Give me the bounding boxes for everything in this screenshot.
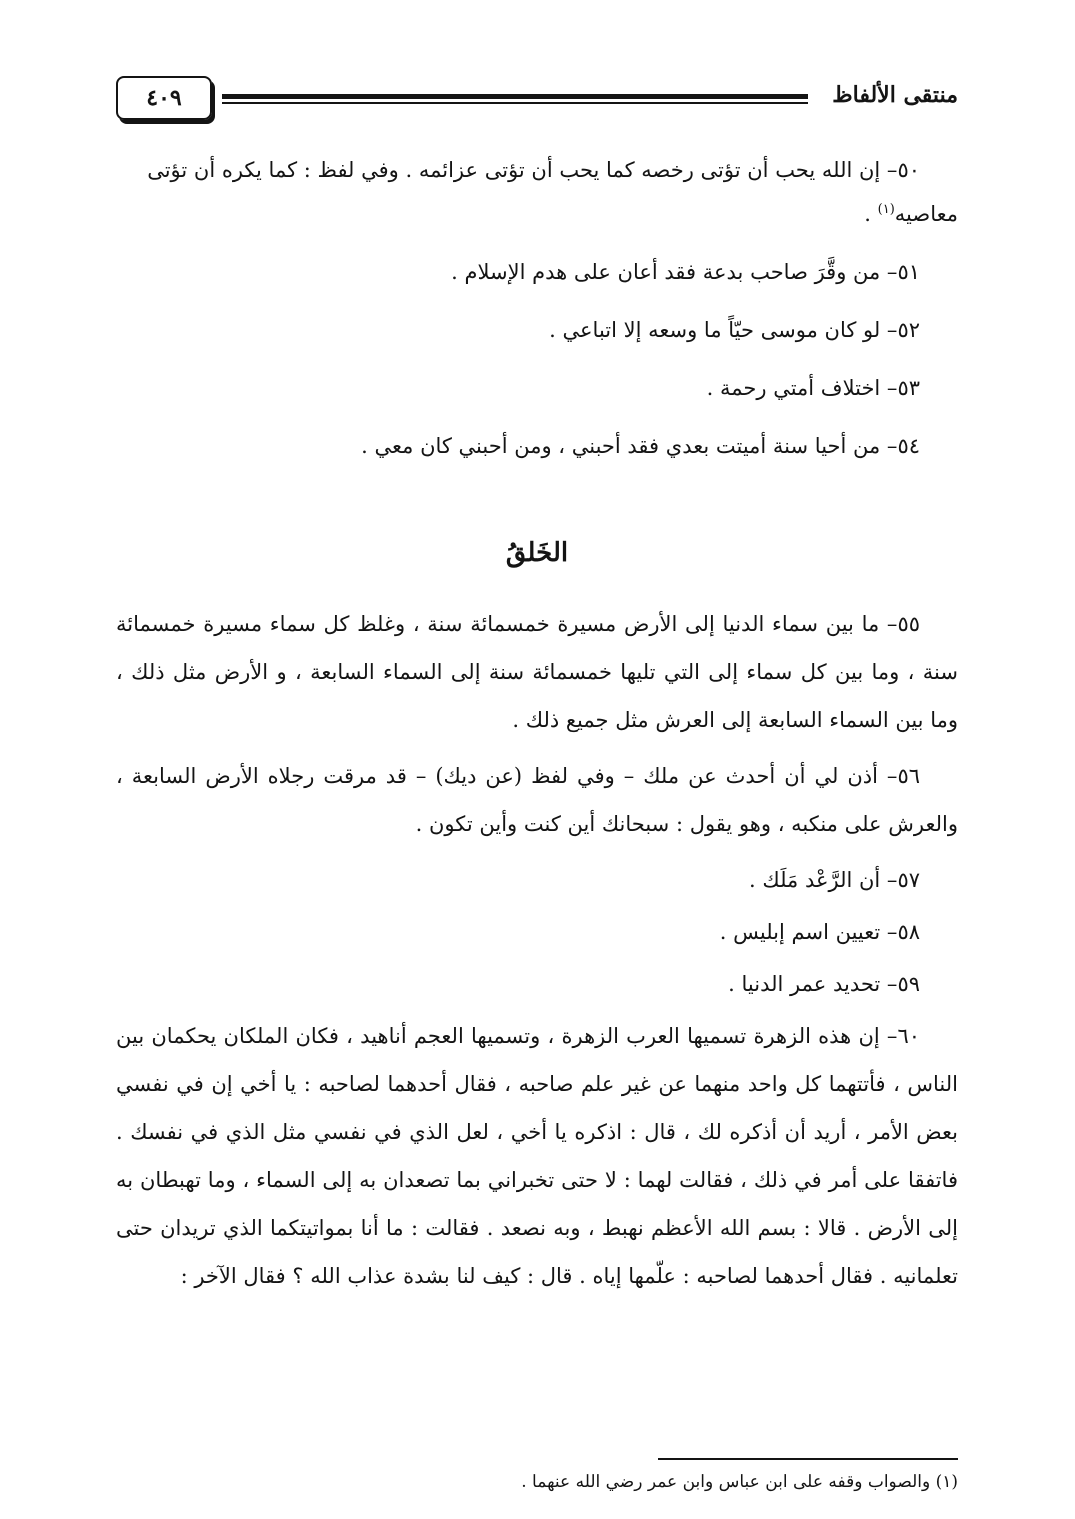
page-number: ٤٠٩ [146,85,182,111]
running-title: منتقى الألفاظ [832,82,958,108]
header-rule-thin [222,102,808,104]
list-item-58: ٥٨– تعيين اسم إبليس . [719,920,920,944]
footnote-marker: (١) [877,202,895,217]
page-header [116,70,958,130]
list-item-57: ٥٧– أن الرَّعْد مَلَك . [749,868,920,892]
item-text-continuation: معاصيه [894,202,958,226]
item-text: ٥٠– إن الله يحب أن تؤتى رخصه كما يحب أن تؤتى عزائمه . وفي لفظ : كما يكره أن تؤتى [147,158,920,182]
item-text-end: . [864,202,878,226]
list-item-60: ٦٠– إن هذه الزهرة تسميها العرب الزهرة ، وتسميها العجم أناهيد ، فكان الملكان يحكمان بين الناس ، فأتتهما كل واحد منهما عن غير علم صاحبه ، فقال أحدهما لصاحبه : يا أخي إن في نفسي بعض الأمر ، أريد أن أذكره لك ، قال : اذكره يا أخي ، لعل الذي في نفسي مثل الذي في نفسك . فاتفقا على أمر في ذلك ، فقالت لهما : لا حتى تخبراني بما تصعدان به إلى السماء ، وما تهبطان به إلى الأرض . قالا : بسم الله الأعظم نهبط ، وبه نصعد . فقالت : ما أنا بمواتيتكما الذي تريدان حتى تعلمانيه . فقال أحدهما لصاحبه : علّمها إياه . قال : كيف لنا بشدة عذاب الله ؟ فقال الآخر : [116,1024,958,1288]
page-number-box [116,76,212,120]
footnote-separator [658,1458,958,1460]
list-item-51: ٥١– من وقَّرَ صاحب بدعة فقد أعان على هدم الإسلام . [451,260,920,284]
list-item-54: ٥٤– من أحيا سنة أميتت بعدي فقد أحبني ، ومن أحبني كان معي . [361,434,920,458]
header-double-rule [222,94,808,106]
section-heading: الخَلقُ [505,538,569,568]
header-rule-thick [222,94,808,99]
list-item-53: ٥٣– اختلاف أمتي رحمة . [706,376,920,400]
list-item-52: ٥٢– لو كان موسى حيّاً ما وسعه إلا اتباعي . [549,318,920,342]
list-item-56: ٥٦– أذن لي أن أحدث عن ملك – وفي لفظ (عن ديك) – قد مرقت رجلاه الأرض السابعة ، والعرش على منكبه ، وهو يقول : سبحانك أين كنت وأين تكون . [116,764,958,836]
list-item-55: ٥٥– ما بين سماء الدنيا إلى الأرض مسيرة خمسمائة سنة ، وغلظ كل سماء مسيرة خمسمائة سنة ، وما بين كل سماء إلى التي تليها خمسمائة سنة إلى السماء السابعة ، و الأرض مثل ذلك ، وما بين السماء السابعة إلى العرش مثل جميع ذلك . [116,612,958,732]
list-item-59: ٥٩– تحديد عمر الدنيا . [728,972,920,996]
footnote: (١) والصواب وقفه على ابن عباس وابن عمر رضي الله عنهما . [521,1472,958,1492]
section-items [116,600,958,1310]
list-item-50 [116,148,958,236]
top-items [116,148,958,480]
